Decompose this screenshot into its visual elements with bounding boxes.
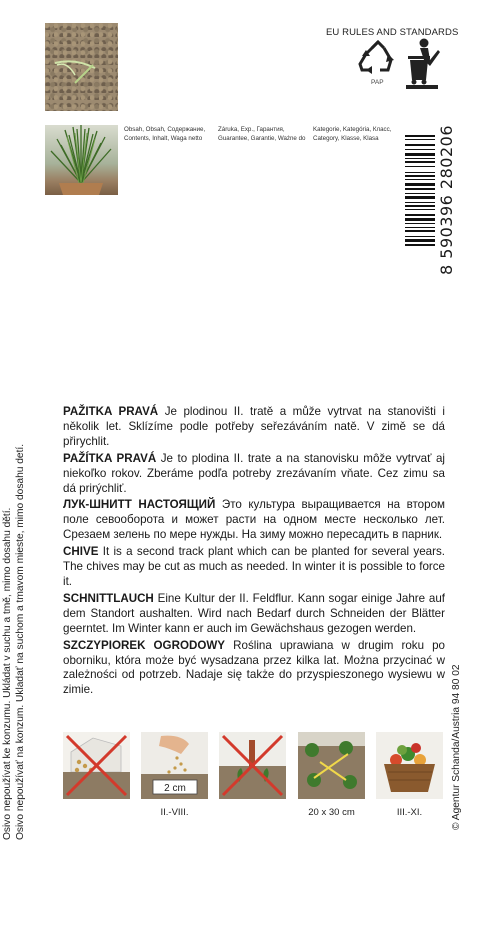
plant-spacing-icon bbox=[298, 732, 365, 799]
barcode-bar bbox=[405, 135, 435, 137]
seedling-photo bbox=[45, 23, 118, 111]
storage-text-sk: Osivo nepoužívať na konzum. Ukladať na suchom a tmavom mieste, mimo dosahu detí. bbox=[15, 443, 26, 840]
barcode-bar bbox=[405, 166, 435, 167]
barcode-bar bbox=[405, 149, 435, 150]
info-contents: Obsah, Obsah, Содержание, Contents, Inhalt, Waga netto bbox=[124, 126, 206, 142]
barcode-bar bbox=[405, 196, 435, 199]
barcode-bar bbox=[405, 244, 435, 246]
entry-pl: SZCZYPIOREK OGRODOWY Roślina uprawiana w drugim roku po oborniku, która może być wysadzana przez kilka lat. Można przycinać w zależności od potrzeb. Nadaje się także do przyspieszonego wysiewu w zimie. bbox=[63, 638, 446, 697]
barcode-bar bbox=[405, 144, 435, 146]
barcode-bar bbox=[405, 139, 435, 140]
barcode-bar bbox=[405, 188, 435, 190]
barcode-bar bbox=[405, 227, 435, 228]
no-transplant-icon bbox=[219, 732, 286, 799]
barcode-bar bbox=[405, 223, 435, 224]
entry-de: SCHNITTLAUCH Eine Kultur der II. Feldflur. Kann sogar einige Jahre auf dem Standort aushalten. Wird nach Bedarf durch Schneiden der Blätter geerntet. Im Winter kann er auch im Gewächshaus gezogen werden. bbox=[63, 591, 445, 635]
storage-text-cz: Osivo nepoužívat ke konzumu. Ukládat v suchu a tmě, mimo dosahu dětí. bbox=[2, 507, 13, 840]
barcode-bar bbox=[405, 230, 435, 232]
harvest-basket-icon bbox=[376, 732, 443, 799]
entry-cz: PAŽITKA PRAVÁ Je plodinou II. tratě a může vytrvat na stanovišti i několik let. Sklízíme podle potřeby seřezáváním natě. V zimě se dá přirychlit. bbox=[63, 405, 445, 448]
storage-instructions bbox=[2, 20, 42, 840]
pap-label: PAP bbox=[371, 79, 384, 86]
barcode-bar bbox=[405, 158, 435, 159]
barcode-bar bbox=[405, 239, 435, 242]
sowing-hand-icon bbox=[141, 732, 208, 799]
barcode-bar bbox=[405, 209, 435, 210]
description-block bbox=[63, 405, 445, 700]
entry-sk: PAŽÍTKA PRAVÁ Je to plodina II. trate a na stanovisku môže vytrvať aj niekoľko rokov. Zberáme podľa potreby zrezávaním vňate. Cez zimu sa dá prirýchliť. bbox=[63, 451, 445, 495]
info-guarantee: Záruka, Exp., Гарантия, Guarantee, Garantie, Ważne do bbox=[218, 126, 306, 142]
seed-depth-label: 2 cm bbox=[164, 783, 186, 794]
barcode-bar bbox=[405, 214, 435, 216]
barcode-bar bbox=[405, 161, 435, 163]
copyright: © Agentur Schanda/Austria 94 80 02 bbox=[451, 664, 462, 830]
chive-pot-photo bbox=[45, 125, 118, 195]
spacing-caption: 20 x 30 cm bbox=[308, 807, 355, 818]
no-indoor-sowing-icon bbox=[63, 732, 130, 799]
barcode-bar bbox=[405, 175, 435, 177]
harvest-period-caption: III.-XI. bbox=[396, 807, 423, 818]
barcode-bar bbox=[405, 172, 435, 173]
barcode-bar bbox=[405, 179, 435, 180]
entry-en: CHIVE It is a second track plant which can be planted for several years. The chives may be cut as much as needed. In winter it is possible to force it. bbox=[63, 545, 445, 588]
barcode-bar bbox=[405, 183, 435, 186]
barcode-bar bbox=[405, 193, 435, 194]
barcode-bar bbox=[405, 236, 435, 237]
barcode-bar bbox=[405, 202, 435, 203]
barcode-bar bbox=[405, 218, 435, 221]
entry-ru: ЛУК-ШНИТТ НАСТОЯЩИЙ Это культура выращивается на втором поле севооборота и может расти на одном месте несколько лет. Срезаем зелень по мере нужды. На зиму можно пересадить в парник. bbox=[63, 498, 445, 542]
barcode-bar bbox=[405, 153, 435, 156]
sowing-period-caption: II.-VIII. bbox=[160, 807, 189, 818]
barcode-digits: 8 590396 280206 bbox=[437, 124, 456, 275]
info-category: Kategorie, Kategória, Класс, Category, Klasse, Klasa bbox=[313, 126, 392, 142]
recycle-icon bbox=[358, 40, 398, 83]
trash-bin-icon bbox=[404, 38, 442, 95]
barcode-bar bbox=[405, 205, 435, 207]
eu-rules-title: EU RULES AND STANDARDS bbox=[326, 27, 459, 38]
